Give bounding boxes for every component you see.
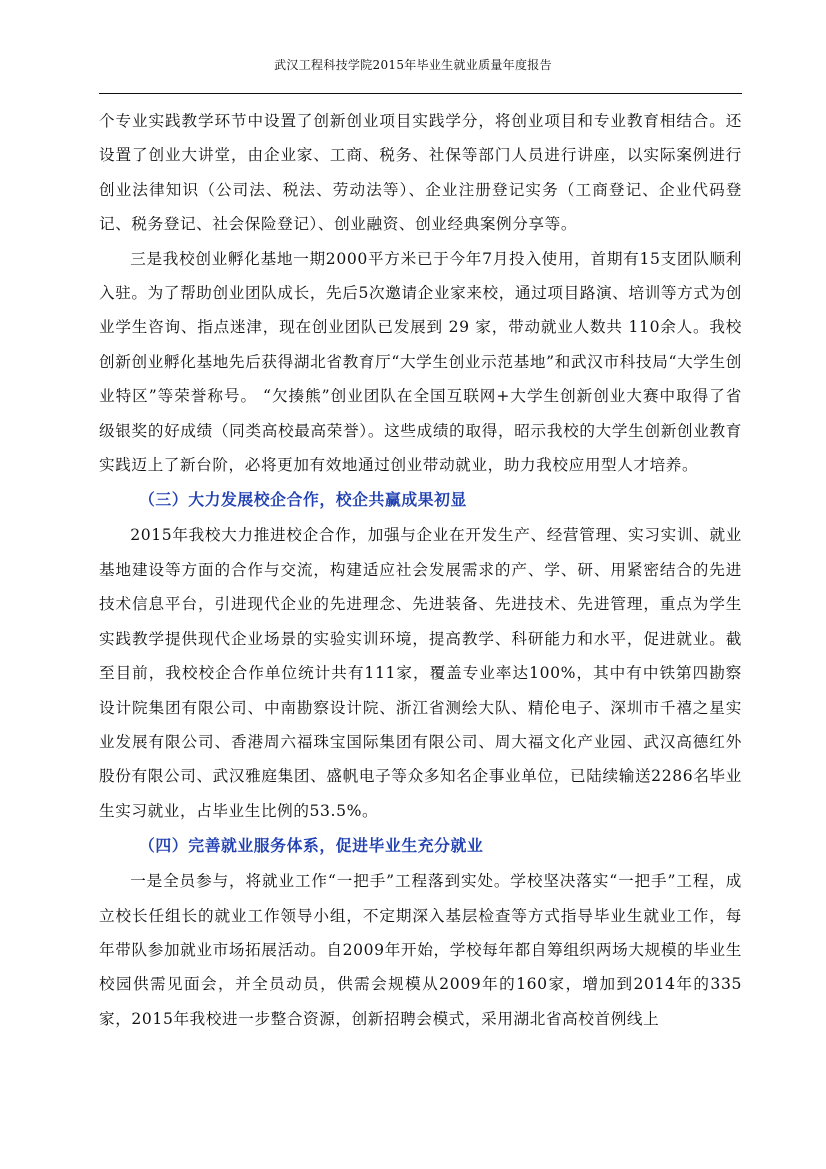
running-header: 武汉工程科技学院2015年毕业生就业质量年度报告 [274, 58, 552, 72]
paragraph-continued: 个专业实践教学环节中设置了创新创业项目实践学分，将创业项目和专业教育相结合。还设置了创业大讲堂，由企业家、工商、税务、社保等部门人员进行讲座，以实际案例进行创业法律知识（公司法、税法、劳动法等）、企业注册登记实务（工商登记、企业代码登记、税务登记、社会保险登记）、创业融资、创业经典案例分享等。 [99, 112, 742, 234]
paragraph-school-enterprise: 2015年我校大力推进校企合作，加强与企业在开发生产、经营管理、实习实训、就业基地建设等方面的合作与交流，构建适应社会发展需求的产、学、研、用紧密结合的先进技术信息平台，引进现代企业的先进理念、先进装备、先进技术、先进管理，重点为学生实践教学提供现代企业场景的实验实训环境，提高教学、科研能力和水平，促进就业。截至目前，我校校企合作单位统计共有111家，覆盖专业率达100%，其中有中铁第四勘察设计院集团有限公司、中南勘察设计院、浙江省测绘大队、精伦电子、深圳市千禧之星实业发展有限公司、香港周六福珠宝国际集团有限公司、周大福文化产业园、武汉高德红外股份有限公司、武汉雅庭集团、盛帆电子等众多知名企事业单位，已陆续输送2286名毕业生实习就业，占毕业生比例的53.5%。 [99, 526, 742, 820]
document-body [99, 104, 742, 1036]
paragraph-incubator: 三是我校创业孵化基地一期2000平方米已于今年7月投入使用，首期有15支团队顺利入驻。为了帮助创业团队成长，先后5次邀请企业家来校，通过项目路演、培训等方式为创业学生咨询、指点迷津，现在创业团队已发展到 29 家，带动就业人数共 110余人。我校创新创业孵化基地先后获得湖北省教育厅“大学生创业示范基地”和武汉市科技局“大学生创业特区”等荣誉称号。 “欠揍熊”创业团队在全国互联网+大学生创新创业大赛中取得了省级银奖的好成绩（同类高校最高荣誉）。这些成绩的取得，昭示我校的大学生创新创业教育实践迈上了新台阶，必将更加有效地通过创业带动就业，助力我校应用型人才培养。 [99, 249, 742, 475]
header-rule [99, 93, 742, 94]
section-heading-3: （三）大力发展校企合作，校企共赢成果初显 [139, 490, 467, 510]
section-heading-4: （四）完善就业服务体系，促进毕业生充分就业 [139, 836, 484, 856]
paragraph-employment-service: 一是全员参与，将就业工作“一把手”工程落到实处。学校坚决落实“一把手”工程，成立校长任组长的就业工作领导小组，不定期深入基层检查等方式指导毕业生就业工作，每年带队参加就业市场拓展活动。自2009年开始，学校每年都自筹组织两场大规模的毕业生校园供需见面会，并全员动员，供需会规模从2009年的160家，增加到2014年的335家，2015年我校进一步整合资源，创新招聘会模式，采用湖北省高校首例线上 [99, 872, 742, 1028]
